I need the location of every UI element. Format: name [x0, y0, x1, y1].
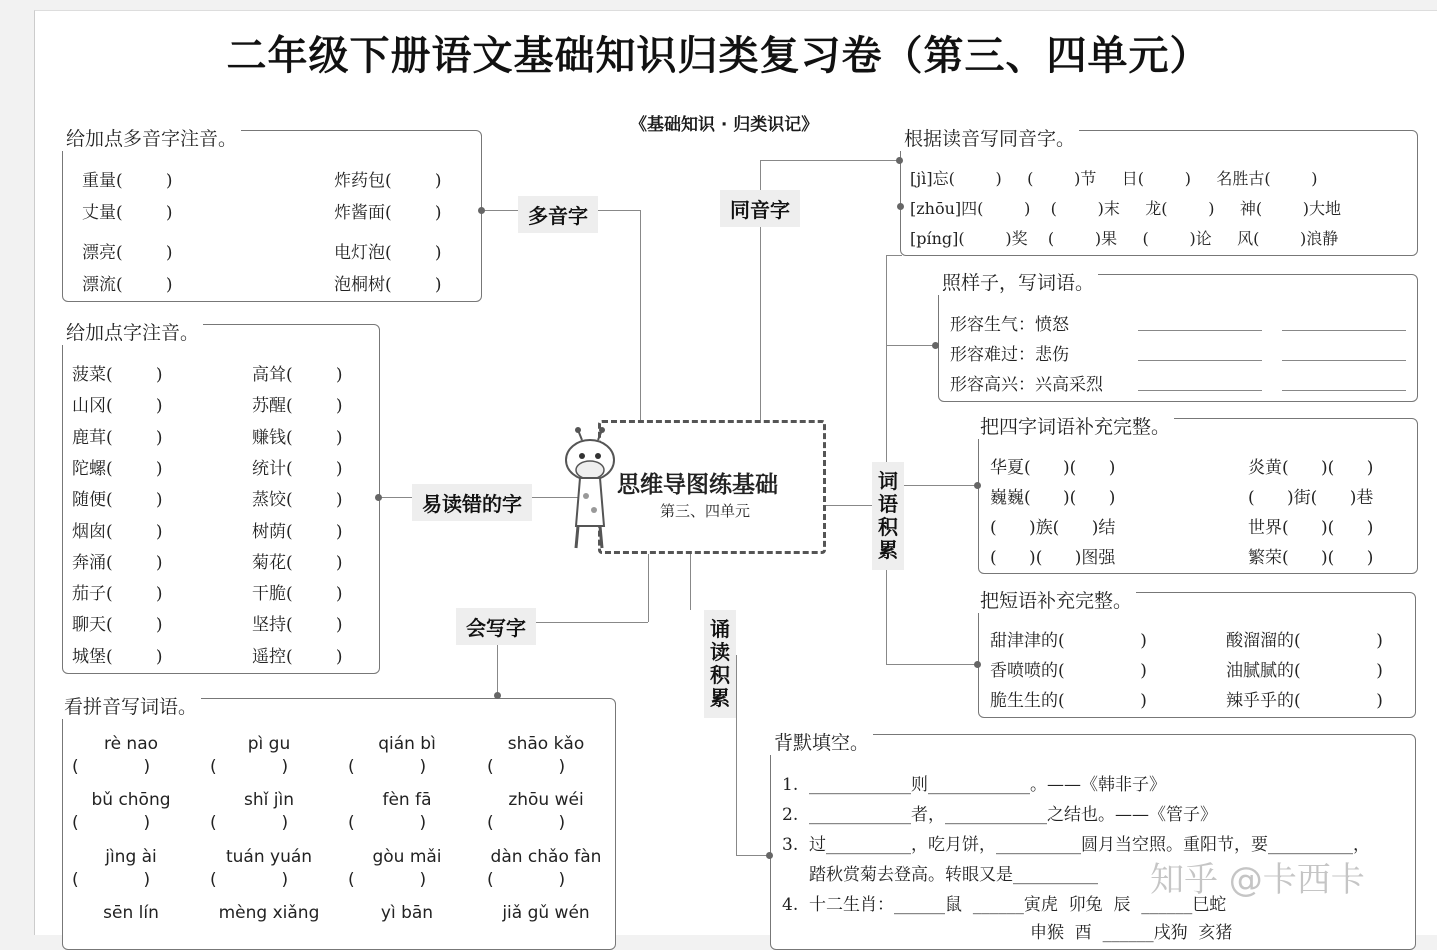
page-title: 二年级下册语文基础知识归类复习卷（第三、四单元） [226, 33, 1211, 79]
answer-row[interactable]: 城堡( ) [72, 646, 163, 667]
connector [760, 216, 761, 420]
branch-writing: 会写字 [456, 608, 536, 645]
connector [648, 550, 649, 622]
branch-recitation: 诵读积累 [704, 610, 736, 718]
answer-row[interactable]: 炸酱面( ) [334, 203, 442, 223]
connector [820, 505, 874, 506]
pinyin-label: shāo kǎo [507, 734, 585, 754]
answer-row[interactable]: 奔涌( ) [72, 552, 163, 573]
connector [690, 550, 691, 610]
blank-line[interactable] [1138, 360, 1262, 361]
answer-row[interactable]: 重量( ) [82, 171, 173, 191]
example-row: 形容生气：愤怒 [950, 315, 1069, 335]
answer-blank[interactable]: ( ) [210, 757, 289, 777]
connector [760, 160, 761, 190]
connector [886, 255, 902, 256]
pinyin-label: fèn fā [382, 790, 432, 810]
answer-row[interactable]: 赚钱( ) [252, 427, 343, 448]
answer-row[interactable]: 香喷喷的( ) [990, 661, 1147, 681]
answer-blank[interactable]: ( ) [72, 870, 151, 890]
answer-row[interactable]: 漂亮( ) [82, 243, 173, 263]
answer-row[interactable]: 甜津津的( ) [990, 631, 1147, 651]
answer-row[interactable]: 华夏( )( ) [990, 458, 1116, 478]
pinyin-label: yì bān [380, 903, 434, 923]
answer-blank[interactable]: ( ) [72, 813, 151, 833]
answer-row[interactable]: 酸溜溜的( ) [1226, 631, 1383, 651]
answer-row[interactable]: 炎黄( )( ) [1248, 458, 1374, 478]
connector-dot [494, 692, 501, 699]
recite-row[interactable]: 3. 过__________，吃月饼，__________圆月当空照。重阳节，要__________， [782, 835, 1371, 855]
pinyin-label: pì gu [247, 734, 291, 754]
branch-polyphonic: 多音字 [518, 196, 598, 233]
connector [736, 655, 737, 855]
giraffe-icon [556, 426, 618, 552]
connector-dot [896, 157, 903, 164]
connector-dot [897, 203, 904, 210]
connector [530, 622, 648, 623]
pinyin-label: gòu mǎi [372, 847, 442, 867]
answer-row[interactable]: 坚持( ) [252, 615, 343, 636]
connector-dot [478, 207, 485, 214]
answer-row[interactable]: ( )族( )结 [990, 518, 1116, 538]
answer-row[interactable]: 随便( ) [72, 490, 163, 511]
answer-row[interactable]: 泡桐树( ) [334, 275, 442, 295]
branch-vocabulary: 词语积累 [872, 462, 904, 570]
example-row: 形容难过：悲伤 [950, 345, 1069, 365]
connector [886, 255, 887, 345]
section-title: 把短语补充完整。 [976, 586, 1136, 613]
watermark: 知乎 @卡西卡 [1150, 860, 1365, 900]
answer-row[interactable]: [píng]( )奖 ( )果 ( )论 风( )浪静 [910, 229, 1339, 248]
connector [760, 160, 902, 161]
answer-row[interactable]: 油腻腻的( ) [1226, 661, 1383, 681]
answer-row[interactable]: 丈量( ) [82, 203, 173, 223]
subtitle: 《基础知识 · 归类识记》 [630, 115, 819, 135]
connector [736, 855, 770, 856]
branch-homophone: 同音字 [720, 190, 800, 227]
answer-blank[interactable]: ( ) [487, 757, 566, 777]
example-row: 形容高兴：兴高采烈 [950, 375, 1103, 395]
center-subtitle: 第三、四单元 [660, 502, 751, 520]
answer-row[interactable]: 菊花( ) [252, 552, 343, 573]
answer-blank[interactable]: ( ) [348, 870, 427, 890]
answer-blank[interactable]: ( ) [487, 870, 566, 890]
answer-row[interactable]: ( )( )图强 [990, 548, 1116, 568]
recite-row-partial[interactable]: 申猴 酉 ______戌狗 亥猪 [1030, 923, 1233, 943]
branch-misread: 易读错的字 [412, 484, 532, 521]
connector [497, 640, 498, 696]
section-title: 给加点多音字注音。 [62, 124, 241, 151]
blank-line[interactable] [1282, 390, 1406, 391]
answer-row[interactable]: 鹿茸( ) [72, 427, 163, 448]
answer-row[interactable]: 漂流( ) [82, 275, 173, 295]
blank-line[interactable] [1138, 390, 1262, 391]
answer-row[interactable]: 辣乎乎的( ) [1226, 691, 1383, 711]
recite-row[interactable]: 1. ____________则____________。——《韩非子》 [782, 775, 1167, 795]
pinyin-label: jiǎ gǔ wén [502, 903, 590, 923]
answer-row[interactable]: 山冈( ) [72, 396, 163, 417]
answer-row[interactable]: 高耸( ) [252, 365, 343, 385]
recite-row[interactable]: 踏秋赏菊去登高。转眼又是__________ [782, 865, 1099, 885]
answer-blank[interactable]: ( ) [487, 813, 566, 833]
pinyin-label: sēn lín [103, 903, 159, 923]
answer-row[interactable]: 繁荣( )( ) [1248, 548, 1374, 568]
answer-row[interactable]: 苏醒( ) [252, 396, 343, 417]
connector-dot [974, 482, 981, 489]
answer-row[interactable]: 烟囱( ) [72, 521, 163, 542]
section-title: 背默填空。 [770, 728, 873, 755]
section-title: 给加点字注音。 [62, 318, 203, 345]
blank-line[interactable] [1282, 330, 1406, 331]
pinyin-label: tuán yuán [225, 847, 313, 867]
answer-row[interactable]: 茄子( ) [72, 584, 163, 605]
connector [886, 664, 978, 665]
blank-line[interactable] [1282, 360, 1406, 361]
answer-row[interactable]: 干脆( ) [252, 584, 343, 605]
answer-row[interactable]: 炸药包( ) [334, 171, 442, 191]
connector-dot [974, 661, 981, 668]
answer-row[interactable]: 巍巍( )( ) [990, 488, 1116, 508]
center-title: 思维导图练基础 [617, 472, 778, 498]
pinyin-label: zhōu wéi [508, 790, 584, 810]
pinyin-label: mèng xiǎng [218, 903, 320, 923]
answer-blank[interactable]: ( ) [210, 870, 289, 890]
answer-row[interactable]: 蒸饺( ) [252, 490, 343, 511]
pinyin-label: qián bì [378, 734, 436, 754]
section-title: 照样子，写词语。 [938, 268, 1098, 295]
answer-row[interactable]: 陀螺( ) [72, 458, 163, 479]
connector [640, 210, 641, 420]
answer-blank[interactable]: ( ) [210, 813, 289, 833]
section-title: 把四字词语补充完整。 [976, 412, 1174, 439]
answer-row[interactable]: [zhōu]四( ) ( )末 龙( ) 神( )大地 [910, 199, 1342, 218]
section-title: 根据读音写同音字。 [900, 124, 1079, 151]
recite-row[interactable]: 2. ____________者，____________之结也。——《管子》 [782, 805, 1218, 825]
answer-row[interactable]: 世界( )( ) [1248, 518, 1374, 538]
pinyin-label: dàn chǎo fàn [490, 847, 602, 867]
answer-row[interactable]: 聊天( ) [72, 615, 163, 636]
answer-row[interactable]: 菠菜( ) [72, 365, 163, 385]
answer-blank[interactable]: ( ) [348, 757, 427, 777]
answer-blank[interactable]: ( ) [72, 757, 151, 777]
answer-row[interactable]: 电灯泡( ) [334, 243, 442, 263]
answer-blank[interactable]: ( ) [348, 813, 427, 833]
answer-row[interactable]: 遥控( ) [252, 646, 343, 667]
pinyin-label: bǔ chōng [91, 790, 171, 810]
connector-dot [932, 342, 939, 349]
answer-row[interactable]: ( )街( )巷 [1248, 488, 1374, 508]
blank-line[interactable] [1138, 330, 1262, 331]
connector-dot [375, 494, 382, 501]
answer-row[interactable]: 树荫( ) [252, 521, 343, 542]
answer-row[interactable]: 脆生生的( ) [990, 691, 1147, 711]
section-title: 看拼音写词语。 [60, 692, 201, 719]
answer-row[interactable]: [jì]忘( ) ( )节 日( ) 名胜古( ) [910, 169, 1318, 188]
pinyin-label: rè nao [103, 734, 159, 754]
connector [886, 345, 936, 346]
pinyin-label: shǐ jìn [244, 790, 294, 810]
answer-row[interactable]: 统计( ) [252, 458, 343, 479]
pinyin-label: jìng ài [105, 847, 157, 867]
recite-row[interactable]: 4. 十二生肖：______鼠 ______寅虎 卯兔 辰 ______巳蛇 [782, 895, 1227, 915]
connector-dot [766, 852, 773, 859]
